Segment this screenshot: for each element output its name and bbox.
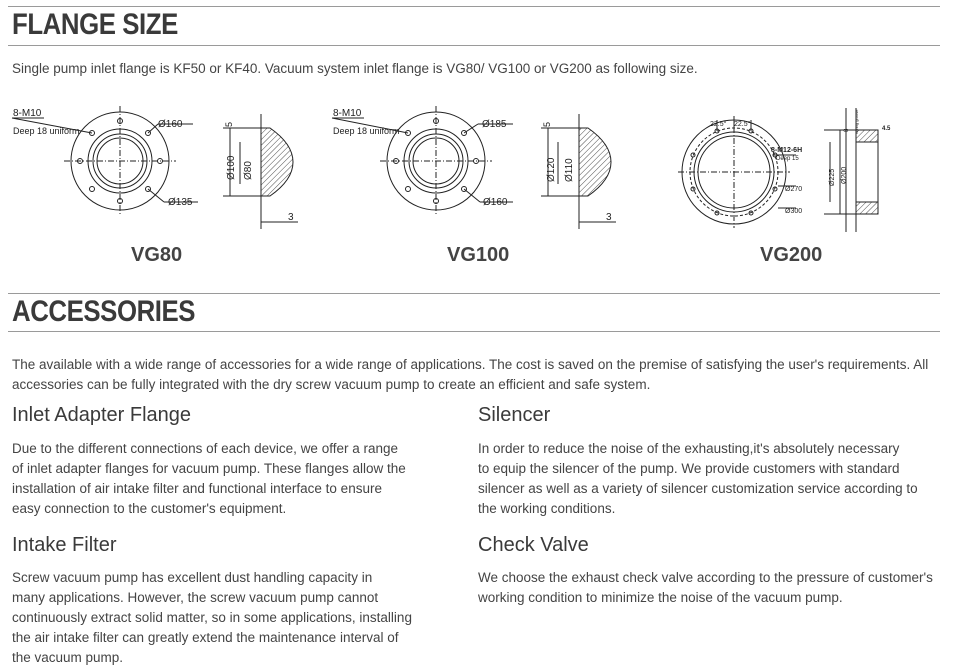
vg100-side-top: 5 (542, 121, 552, 127)
check-valve-line: We choose the exhaust check valve according to the pressure of customer's (478, 570, 933, 585)
vg100-side-inner: Ø110 (564, 158, 575, 182)
vg80-drawing (8, 104, 308, 240)
vg80-bolt-circle: Ø135 (168, 197, 193, 208)
vg100-bolt-circle: Ø160 (483, 197, 508, 208)
check-valve-line: working condition to minimize the noise of the vacuum pump. (478, 590, 843, 605)
vg100-drawing (328, 104, 628, 240)
vg200-label: VG200 (760, 244, 823, 266)
silencer-text (478, 439, 918, 519)
silencer-line: In order to reduce the noise of the exhausting,it's absolutely necessary (478, 441, 900, 456)
intake-filter-line: many applications. However, the screw vacuum pump cannot (12, 590, 379, 605)
vg200-bolt-note: Deep 15 (776, 156, 799, 162)
inlet-adapter-line: Due to the different connections of each device, we offer a range (12, 441, 399, 456)
silencer-line: the working conditions. (478, 501, 616, 516)
vg100-bolt-note: Deep 18 uniform (333, 126, 400, 136)
check-valve-text (478, 568, 933, 608)
vg200-outer-dia: Ø300 (785, 208, 803, 215)
flange-size-rule (8, 45, 940, 46)
vg200-drawing (668, 100, 898, 240)
accessories-intro-line2: accessories can be fully integrated with the dry screw vacuum pump to create an efficient and safe system. (12, 377, 651, 392)
vg100-label: VG100 (447, 244, 510, 266)
vg100-side-thick: 3 (606, 212, 612, 223)
intake-filter-text (12, 568, 412, 668)
intake-filter-line: Screw vacuum pump has excellent dust handling capacity in (12, 570, 373, 585)
vg200-bolt-circle: Ø270 (785, 186, 803, 193)
vg100-outer-dia: Ø185 (482, 119, 507, 130)
vg80-side-outer: Ø100 (226, 155, 237, 180)
intake-filter-line: continuously extract solid matter, so in some applications, installing (12, 610, 412, 625)
flange-size-intro: Single pump inlet flange is KF50 or KF40. Vacuum system inlet flange is VG80/ VG100 or VG200 as following size. (12, 61, 698, 76)
inlet-adapter-flange-title: Inlet Adapter Flange (12, 404, 192, 426)
vg100-side-outer: Ø120 (546, 157, 557, 182)
intake-filter-line: the vacuum pump. (12, 650, 124, 665)
inlet-adapter-line: installation of air intake filter and functional interface to ensure (12, 481, 382, 496)
vg80-label: VG80 (131, 244, 183, 266)
top-rule (8, 6, 940, 7)
vg80-bolt-spec: 8-M10 (13, 108, 42, 119)
vg200-side-note: O-ring groove (854, 109, 859, 134)
vg80-side-top: 5 (224, 121, 234, 127)
accessories-intro-line1: The available with a wide range of accessories for a wide range of applications. The cost is saved on the premise of satisfying the user's requirements. All (12, 357, 929, 372)
inlet-adapter-flange-text (12, 439, 406, 519)
inlet-adapter-line: of inlet adapter flanges for vacuum pump. These flanges allow the (12, 461, 406, 476)
silencer-line: silencer as well as a variety of silencer customization service according to (478, 481, 918, 496)
inlet-adapter-line: easy connection to the customer's equipment. (12, 501, 287, 516)
check-valve-title: Check Valve (478, 534, 589, 556)
accessories-top-rule (8, 293, 940, 294)
vg200-angle-b: 22.5° (734, 121, 751, 128)
vg80-side-thick: 3 (288, 212, 294, 223)
vg80-bolt-note: Deep 18 uniform (13, 126, 80, 136)
intake-filter-title: Intake Filter (12, 534, 117, 556)
vg200-angle-a: 22.5° (710, 121, 727, 128)
vg100-bolt-spec: 8-M10 (333, 108, 362, 119)
vg80-side-inner: Ø80 (243, 161, 254, 180)
vg200-side-inner: Ø200 (841, 166, 848, 184)
accessories-rule (8, 331, 940, 332)
silencer-line: to equip the silencer of the pump. We provide customers with standard (478, 461, 900, 476)
accessories-heading: ACCESSORIES (12, 295, 196, 328)
flange-size-heading: FLANGE SIZE (12, 8, 178, 41)
silencer-title: Silencer (478, 404, 551, 426)
vg80-outer-dia: Ø160 (158, 119, 183, 130)
vg200-front-view (678, 116, 796, 228)
vg200-bolt-spec: 8-M12-6H (771, 147, 803, 154)
vg200-side-outer: Ø225 (829, 168, 836, 186)
vg200-side-step: 4.5 (882, 126, 891, 132)
vg200-side-top: 8 (844, 128, 850, 132)
intake-filter-line: the air intake filter can greatly extend the maintenance interval of (12, 630, 399, 645)
